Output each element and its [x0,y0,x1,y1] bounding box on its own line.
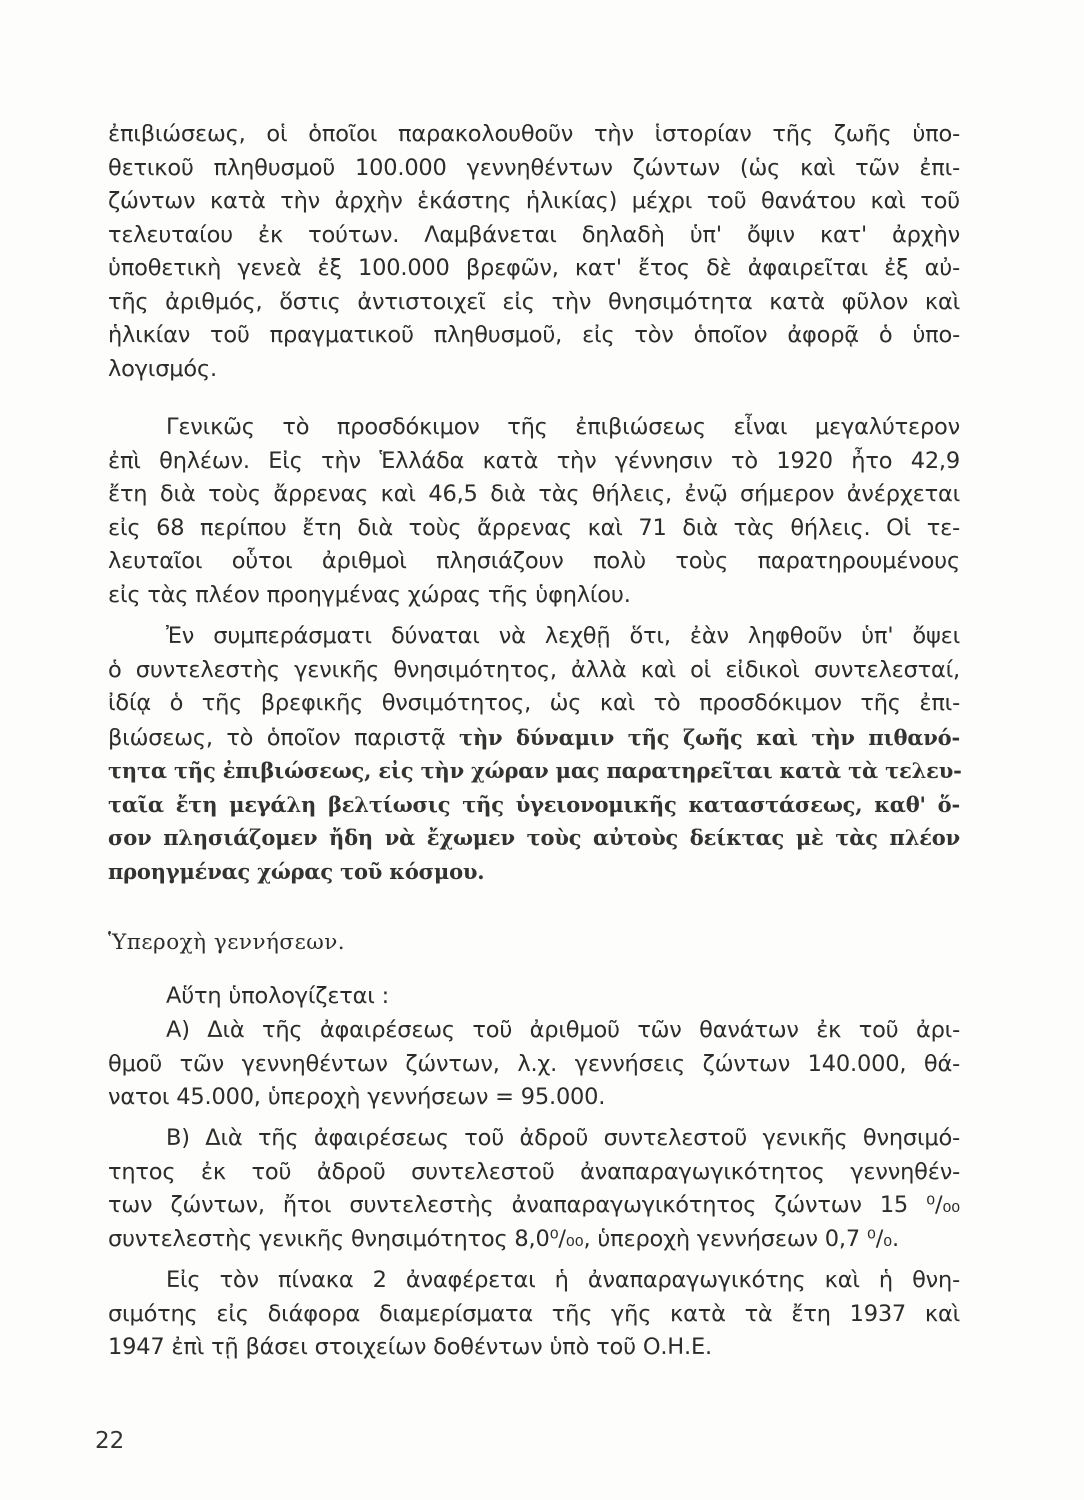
bold-text-segment: τὴν δύναμιν τῆς ζωῆς καὶ τὴν πιθανό- [459,724,960,750]
text-line: Ἐν συμπεράσματι δύναται νὰ λεχθῇ ὅτι, ἐὰν ληφθοῦν ὑπ' ὄψει [166,623,960,649]
text-line: ἔτη διὰ τοὺς ἄρρενας καὶ 46,5 διὰ τὰς θήλεις, ἐνῷ σήμερον ἀνέρχεται [108,481,960,507]
text-line: τητος ἐκ τοῦ ἀδροῦ συντελεστοῦ ἀναπαραγωγικότητος γεννηθέν- [108,1158,960,1185]
bold-text-line: ταῖα ἔτη μεγάλη βελτίωσις τῆς ὑγειονομικῆς καταστάσεως, καθ' ὅ- [108,791,960,817]
text-line: λευταῖοι οὗτοι ἀριθμοὶ πλησιάζουν πολὺ τοὺς παρατηρουμένους [108,548,960,574]
text-line: συντελεστὴς γενικῆς θνησιμότητος 8,0⁰/₀₀, ὑπεροχὴ γεννήσεων 0,7 ⁰/₀. [108,1225,899,1252]
text-line: ἐπὶ θηλέων. Εἰς τὴν Ἑλλάδα κατὰ τὴν γέννησιν τὸ 1920 ἦτο 42,9 [108,447,960,474]
paragraph-survival-table [108,118,960,386]
text-line: των ζώντων, ἤτοι συντελεστὴς ἀναπαραγωγικότητος ζώντων 15 ⁰/₀₀ [108,1192,960,1218]
text-line: σιμότης εἰς διάφορα διαμερίσματα τῆς γῆς κατὰ τὰ ἔτη 1937 καὶ [108,1300,960,1327]
text-line: ζώντων κατὰ τὴν ἀρχὴν ἑκάστης ἡλικίας) μέχρι τοῦ θανάτου καὶ τοῦ [108,188,960,214]
paragraph-calculation-intro [108,980,960,1014]
text-line: θετικοῦ πληθυσμοῦ 100.000 γεννηθέντων ζώντων (ὡς καὶ τῶν ἐπι- [108,154,960,181]
text-line: ἡλικίαν τοῦ πραγματικοῦ πληθυσμοῦ, εἰς τὸν ὁποῖον ἀφορᾷ ὁ ὑπο- [108,322,960,348]
text-line: 1947 ἐπὶ τῇ βάσει στοιχείων δοθέντων ὑπὸ τοῦ Ο.Η.Ε. [108,1334,712,1360]
text-line: εἰς 68 περίπου ἔτη διὰ τοὺς ἄρρενας καὶ 71 διὰ τὰς θήλεις. Οἱ τε- [108,514,960,541]
text-line-mixed [108,721,960,755]
paragraph-table-reference [108,1264,960,1365]
text-line: τῆς ἀριθμός, ὅστις ἀντιστοιχεῖ εἰς τὴν θνησιμότητα κατὰ φῦλον καὶ [108,288,960,315]
text-line: Αὕτη ὑπολογίζεται : [166,983,390,1009]
bold-text-line: προηγμένας χώρας τοῦ κόσμου. [108,858,485,884]
paragraph-method-b [108,1122,960,1256]
text-line: τελευταίου ἐκ τούτων. Λαμβάνεται δηλαδὴ ὑπ' ὄψιν κατ' ἀρχὴν [108,221,960,248]
paragraph-conclusion [108,620,960,888]
text-line: λογισμός. [108,355,217,382]
bold-text-line: τητα τῆς ἐπιβιώσεως, εἰς τὴν χώραν μας παρατηρεῖται κατὰ τὰ τελευ- [108,758,962,783]
text-line: Γενικῶς τὸ προσδόκιμον τῆς ἐπιβιώσεως εἶναι μεγαλύτερον [166,414,960,440]
text-line: ὁ συντελεστὴς γενικῆς θνησιμότητος, ἀλλὰ καὶ οἱ εἰδικοὶ συντελεσταί, [108,656,960,683]
text-line: εἰς τὰς πλέον προηγμένας χώρας τῆς ὑφηλίου. [108,581,631,608]
text-line: θμοῦ τῶν γεννηθέντων ζώντων, λ.χ. γεννήσεις ζώντων 140.000, θά- [108,1050,960,1077]
section-heading: Ὑπεροχὴ γεννήσεων. [108,930,346,955]
text-line: ἐπιβιώσεως, οἱ ὁποῖοι παρακολουθοῦν τὴν ἱστορίαν τῆς ζωῆς ὑπο- [108,121,960,147]
text-segment: βιώσεως, τὸ ὁποῖον παριστᾷ [108,724,446,751]
text-line: Εἰς τὸν πίνακα 2 ἀναφέρεται ἡ ἀναπαραγωγικότης καὶ ἡ θνη- [166,1267,960,1293]
text-line: ὑποθετικὴ γενεὰ ἐξ 100.000 βρεφῶν, κατ' ἔτος δὲ ἀφαιρεῖται ἐξ αὐ- [108,255,960,281]
page-number: 22 [95,1428,125,1454]
text-line: ἰδίᾳ ὁ τῆς βρεφικῆς θνσιμότητος, ὡς καὶ τὸ προσδόκιμον τῆς ἐπι- [108,690,960,716]
paragraph-life-expectancy [108,411,960,612]
paragraph-method-a [108,1014,960,1115]
text-line: Β) Διὰ τῆς ἀφαιρέσεως τοῦ ἀδροῦ συντελεστοῦ γενικῆς θνησιμό- [166,1125,960,1151]
text-line: νατοι 45.000, ὑπεροχὴ γεννήσεων = 95.000. [108,1084,606,1110]
text-line: Α) Διὰ τῆς ἀφαιρέσεως τοῦ ἀριθμοῦ τῶν θανάτων ἐκ τοῦ ἀρι- [166,1017,960,1043]
bold-text-line: σον πλησιάζομεν ἤδη νὰ ἔχωμεν τοὺς αὐτοὺς δείκτας μὲ τὰς πλέον [108,825,960,850]
